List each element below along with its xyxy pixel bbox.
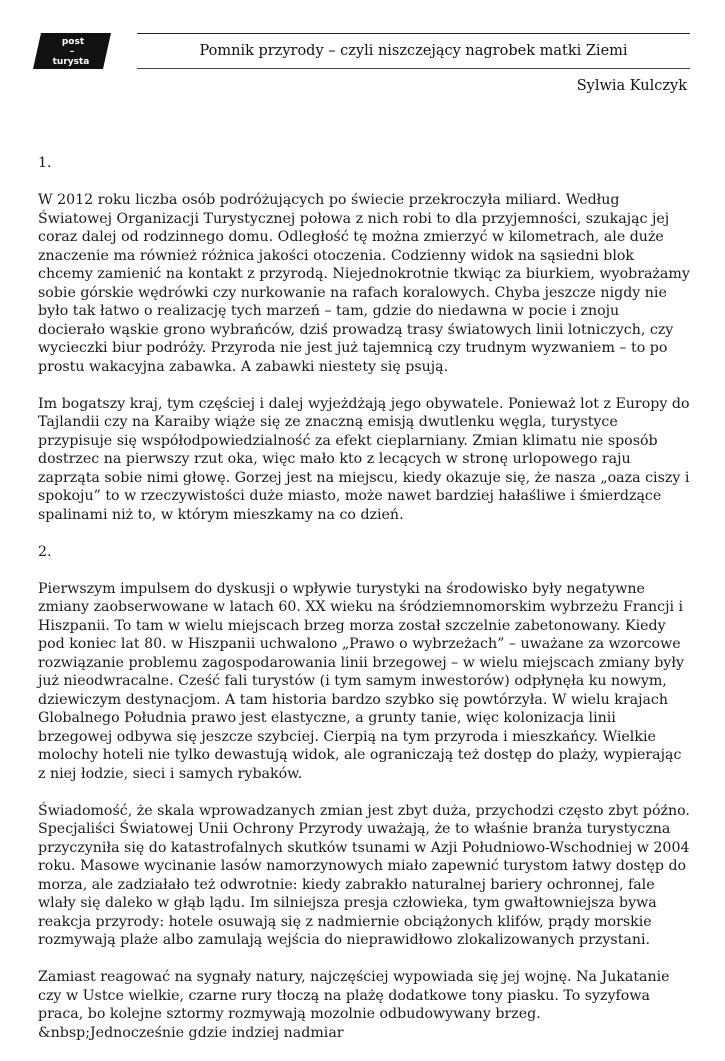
section-heading-1: 1. [38,155,52,171]
article-body [38,154,690,1061]
logo-text-line3: turysta [52,57,90,67]
paragraph-1: W 2012 roku liczba osób podróżujących po świecie przekroczyła miliard. Według Światowej Organizacji Turystycznej połowa z nich robi to dla przyjemności, szukając jej coraz dalej od rodzinnego domu. Odległość tę można zmierzyć w kilometrach, ale duże znaczenie ma również różnica jakości otoczenia. Codzienny widok na sąsiedni blok chcemy zamienić na kontakt z przyrodą. Niejednokrotnie tkwiąc za biurkiem, wyobrażamy sobie górskie wędrówki czy nurkowanie na rafach koralowych. Chyba jeszcze nigdy nie było tak łatwo o realizację tych marzeń – tam, gdzie do niedawna w pocie i znoju docierało wąskie grono wybrańców, dziś prowadzą trasy światowych linii lotniczych, czy wycieczki biur podróży. Przyroda nie jest już tajemnicą czy trudnym wyzwaniem – to po prostu wakacyjna zabawka. A zabawki niestety się psują. [38,192,690,375]
paragraph-4: Świadomość, że skala wprowadzanych zmian jest zbyt duża, przychodzi często zbyt późno. Specjaliści Światowej Unii Ochrony Przyrody uważają, że to właśnie branża turystyczna przyczyniła się do katastrofalnych skutków tsunami w Azji Południowo-Wschodniej w 2004 roku. Masowe wycinanie lasów namorzynowych miało zapewnić turystom łatwy dostęp do morza, ale zadziałało też odwrotnie: kiedy zabrakło naturalnej bariery ochronnej, fale wlały się daleko w głąb lądu. Im silniejsza presja człowieka, tym gwałtowniejsza bywa reakcja przyrody: hotele osuwają się z nadmiernie obciążonych klifów, prądy morskie rozmywają plaże albo zamulają wejścia do nieprawidłowo zlokalizowanych przystani. [38,802,690,948]
logo-text-line2: – [69,47,75,57]
logo-badge [33,33,111,69]
section-heading-2: 2. [38,543,52,560]
paragraph-2: Im bogatszy kraj, tym częściej i dalej wyjeżdżają jego obywatele. Ponieważ lot z Europy do Tajlandii czy na Karaiby wiąże się ze znaczną emisją dwutlenku węgla, turystyce przypisuje się współodpowiedzialność za efekt cieplarniany. Zmian klimatu nie sposób dostrzec na pierwszy rzut oka, więc mało kto z lecących w stronę urlopowego raju zaprząta sobie nimi głowę. Gorzej jest na miejscu, kiedy okazuje się, że nasza „oaza ciszy i spokoju” to w rzeczywistości duże miasto, może nawet bardziej hałaśliwe i śmierdzące spalinami niż to, w którym mieszkamy na co dzień. [38,395,690,523]
logo-text-line1: post [61,37,85,47]
author-name: Sylwia Kulczyk [576,78,687,94]
page-title: Pomnik przyrody – czyli niszczejący nagrobek matki Ziemi [199,43,628,59]
paragraph-3: Pierwszym impulsem do dyskusji o wpływie turystyki na środowisko były negatywne zmiany zaobserwowane w latach 60. XX wieku na śródziemnomorskim wybrzeżu Francji i Hiszpanii. To tam w wielu miejscach brzeg morza został szczelnie zabetonowany. Kiedy pod koniec lat 80. w Hiszpanii uchwalono „Prawo o wybrzeżach” – uważane za wzorcowe rozwiązanie problemu zagospodarowania linii brzegowej – w wielu miejscach zmiany były już nieodwracalne. Cześć fali turystów (i tym samym inwestorów) odpłynęła ku nowym, dziewiczym destynacjom. A tam historia bardzo szybko się powtórzyła. W wielu krajach Globalnego Południa prawo jest elastyczne, a grunty tanie, więc kolonizacja linii brzegowej odbywa się jeszcze szybciej. Cierpią na tym przyroda i mieszkańcy. Wielkie molochy hoteli nie tylko dewastują widok, ale ograniczają też dostęp do plaży, wypierając z niej łodzie, sieci i samych rybaków. [38,580,685,782]
header-rule-top [137,33,690,34]
header-rule-bottom [137,68,690,69]
paragraph-5: Zamiast reagować na sygnały natury, najczęściej wypowiada się jej wojnę. Na Jukatanie czy w Ustce wielkie, czarne rury tłoczą na plażę dodatkowe tony piasku. To syzyfowa praca, bo kolejne sztormy rozmywają mozolnie odbudowywany brzeg. &nbsp;Jednocześnie gdzie indziej nadmiar [38,969,670,1041]
post-turysta-logo[interactable] [33,33,111,69]
